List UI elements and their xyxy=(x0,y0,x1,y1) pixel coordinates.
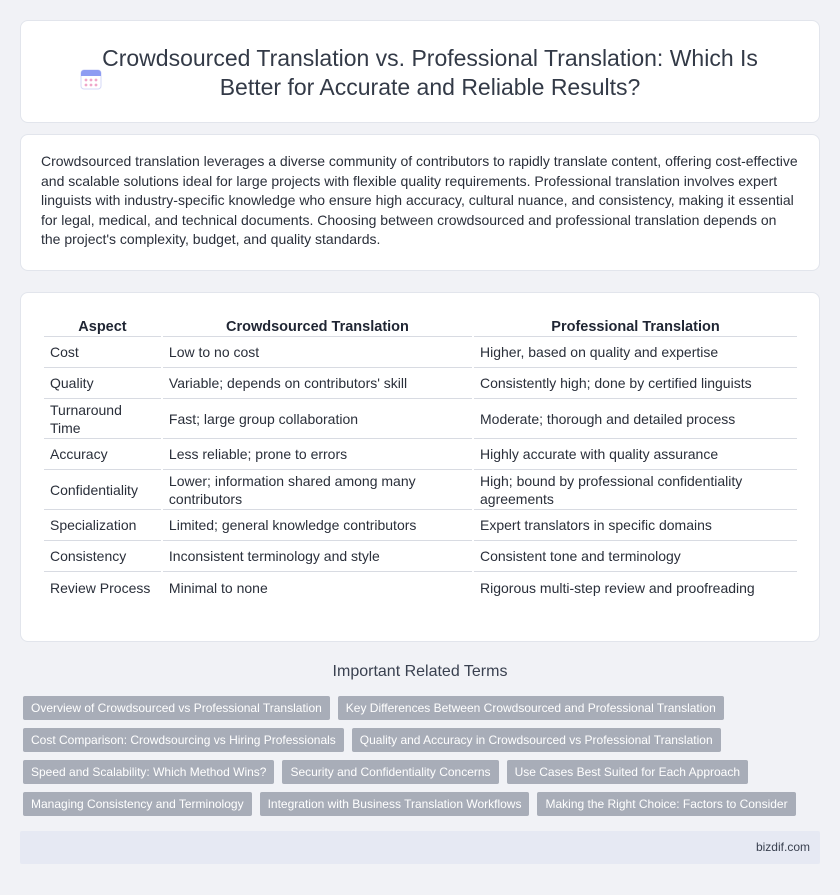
comparison-table-card xyxy=(20,292,820,642)
professional-cell: Consistent tone and terminology xyxy=(474,541,797,572)
summary-card xyxy=(20,134,820,271)
table-row xyxy=(44,439,797,470)
professional-cell: Highly accurate with quality assurance xyxy=(474,439,797,470)
aspect-cell: Specialization xyxy=(44,510,161,541)
related-terms-list xyxy=(23,696,813,824)
table-row xyxy=(44,510,797,541)
site-credit: bizdif.com xyxy=(755,840,810,854)
aspect-cell: Cost xyxy=(44,337,161,368)
crowdsourced-cell: Lower; information shared among many contributors xyxy=(163,470,472,510)
professional-cell: Higher, based on quality and expertise xyxy=(474,337,797,368)
related-term-link[interactable]: Overview of Crowdsourced vs Professional Translation xyxy=(23,696,330,720)
crowdsourced-cell: Limited; general knowledge contributors xyxy=(163,510,472,541)
professional-cell: Moderate; thorough and detailed process xyxy=(474,399,797,439)
aspect-cell: Accuracy xyxy=(44,439,161,470)
crowdsourced-cell: Minimal to none xyxy=(168,579,268,596)
related-term-link[interactable]: Integration with Business Translation Workflows xyxy=(260,792,530,816)
crowdsourced-cell: Less reliable; prone to errors xyxy=(163,439,472,470)
related-term-link[interactable]: Security and Confidentiality Concerns xyxy=(282,760,498,784)
header-aspect: Aspect xyxy=(44,313,161,337)
header-professional: Professional Translation xyxy=(474,313,797,337)
table-row xyxy=(44,399,797,439)
summary-paragraph: Crowdsourced translation leverages a diverse community of contributors to rapidly translate content, offering cost-effective and scalable solutions ideal for large projects with flexible quality requirements. Professional translation involves expert linguists with industry-specific knowledge who ensure high accuracy, cultural nuance, and consistency, making it essential for legal, medical, and technical documents. Choosing between crowdsourced and professional translation depends on the project's complexity, budget, and quality standards. xyxy=(41,153,798,248)
related-terms-heading: Important Related Terms xyxy=(332,663,508,680)
related-term-link[interactable]: Cost Comparison: Crowdsourcing vs Hiring Professionals xyxy=(23,728,344,752)
footer xyxy=(20,831,820,864)
table-row xyxy=(44,541,797,572)
crowdsourced-cell: Variable; depends on contributors' skill xyxy=(163,368,472,399)
crowdsourced-cell: Inconsistent terminology and style xyxy=(163,541,472,572)
professional-cell: Expert translators in specific domains xyxy=(474,510,797,541)
table-row xyxy=(44,337,797,368)
table-header-row xyxy=(44,313,797,337)
related-term-link[interactable]: Key Differences Between Crowdsourced and Professional Translation xyxy=(338,696,724,720)
professional-cell: Consistently high; done by certified linguists xyxy=(474,368,797,399)
page-title: Crowdsourced Translation vs. Professional Translation: Which Is Better for Accurate and Reliable Results? xyxy=(102,45,758,100)
aspect-cell: Turnaround Time xyxy=(44,399,161,439)
crowdsourced-cell: Fast; large group collaboration xyxy=(163,399,472,439)
table-row xyxy=(44,470,797,510)
table-row xyxy=(44,368,797,399)
tag-row xyxy=(23,760,813,784)
professional-cell: Rigorous multi-step review and proofreading xyxy=(480,579,755,596)
table-row xyxy=(44,572,797,603)
title-card xyxy=(20,20,820,123)
aspect-cell: Consistency xyxy=(44,541,161,572)
comparison-table xyxy=(42,313,799,603)
crowdsourced-cell: Low to no cost xyxy=(163,337,472,368)
related-term-link[interactable]: Managing Consistency and Terminology xyxy=(23,792,252,816)
related-term-link[interactable]: Speed and Scalability: Which Method Wins? xyxy=(23,760,274,784)
tag-row xyxy=(23,696,813,720)
related-term-link[interactable]: Use Cases Best Suited for Each Approach xyxy=(507,760,748,784)
aspect-cell: Confidentiality xyxy=(44,470,161,510)
professional-cell: High; bound by professional confidentiality agreements xyxy=(474,470,797,510)
tag-row xyxy=(23,792,813,816)
tag-row xyxy=(23,728,813,752)
related-term-link[interactable]: Quality and Accuracy in Crowdsourced vs Professional Translation xyxy=(352,728,721,752)
aspect-cell: Review Process xyxy=(50,579,151,596)
related-term-link[interactable]: Making the Right Choice: Factors to Consider xyxy=(537,792,795,816)
aspect-cell: Quality xyxy=(44,368,161,399)
header-crowdsourced: Crowdsourced Translation xyxy=(163,313,472,337)
